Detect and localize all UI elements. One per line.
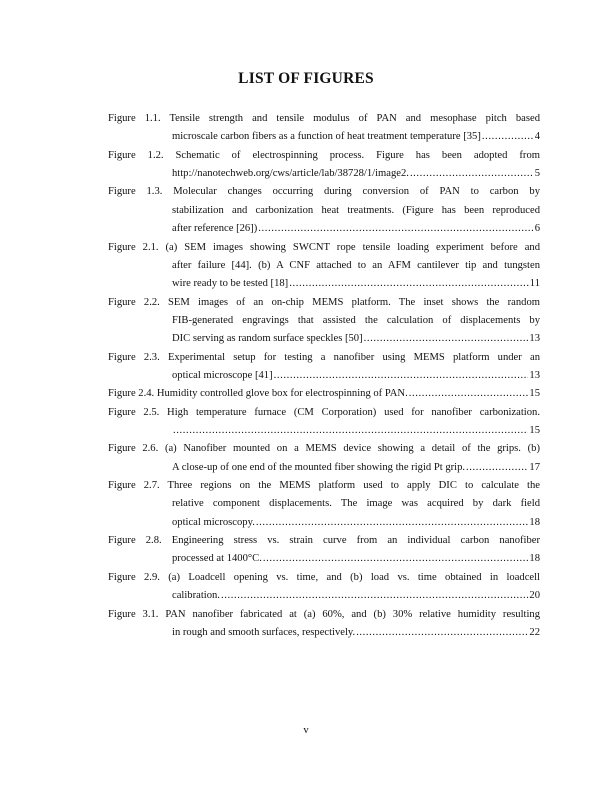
figure-caption-text: optical microscopy. [172, 516, 255, 528]
figure-caption-leader-line [172, 626, 540, 640]
figure-caption-line: Figure 1.2. Schematic of electrospinning process. Figure has been adopted from [108, 149, 540, 161]
figure-page-number: 15 [529, 425, 540, 436]
figure-page-number: 18 [529, 553, 540, 565]
page-title: LIST OF FIGURES [238, 70, 374, 87]
figure-caption-text: http://nanotechweb.org/cws/article/lab/38728/1/image2. [172, 168, 409, 180]
figure-caption-line: Figure 2.9. (a) Loadcell opening vs. time, and (b) load vs. time obtained in loadcell [108, 571, 540, 583]
dot-leader [256, 516, 529, 530]
figure-caption-text: processed at 1400°C. [172, 553, 262, 565]
figure-page-number: 17 [529, 461, 540, 473]
dot-leader [263, 552, 529, 566]
figure-caption-line: FIB-generated engravings that assisted the calculation of displacements by [172, 314, 540, 326]
figure-caption-leader-line [172, 369, 540, 383]
figure-caption-text: Figure 2.4. Humidity controlled glove box for electrospinning of PAN. [108, 388, 408, 400]
figure-caption-text: calibration. [172, 590, 220, 602]
figure-page-number: 15 [529, 388, 540, 400]
figure-caption-line: Figure 2.7. Three regions on the MEMS platform used to apply DIC to calculate the [108, 480, 540, 491]
figure-caption-text: optical microscope [41] [172, 369, 273, 381]
page-number: v [303, 725, 309, 736]
dot-leader [409, 387, 529, 401]
figure-caption-text: wire ready to be tested [18] [172, 278, 289, 290]
figure-caption-line: Figure 3.1. PAN nanofiber fabricated at (a) 60%, and (b) 30% relative humidity resulting [108, 608, 540, 620]
figure-caption-line: Figure 2.2. SEM images of an on-chip MEMS platform. The inset shows the random [108, 296, 540, 308]
figure-caption-text: microscale carbon fibers as a function of heat treatment temperature [35] [172, 131, 481, 143]
figure-page-number: 4 [534, 131, 540, 143]
figure-caption-line: Figure 2.6. (a) Nanofiber mounted on a MEMS device showing a detail of the grips. (b) [108, 443, 540, 455]
dot-leader [466, 461, 528, 475]
figure-page-number: 5 [534, 168, 540, 180]
figure-caption-line: stabilization and carbonization heat treatments. (Figure has been reproduced [172, 204, 540, 216]
figure-caption-text: after reference [26]) [172, 223, 258, 235]
figure-caption-leader-line [108, 387, 540, 401]
figure-caption-leader-line [172, 589, 540, 603]
figure-page-number: 11 [529, 278, 540, 290]
figure-caption-line: Figure 1.3. Molecular changes occurring during conversion of PAN to carbon by [108, 186, 540, 198]
figure-caption-leader-line [172, 130, 540, 144]
figure-caption-leader-line [172, 332, 540, 346]
figure-caption-leader-line [172, 222, 540, 236]
figure-caption-leader-line [172, 277, 540, 291]
figure-caption-leader-line [172, 461, 540, 475]
dot-leader [274, 369, 529, 383]
figure-page-number: 13 [529, 369, 540, 381]
figure-caption-text: in rough and smooth surfaces, respectively. [172, 626, 356, 638]
figure-page-number: 6 [534, 223, 540, 235]
figure-caption-line: relative component displacements. The image was acquired by dark field [172, 498, 540, 510]
dot-leader [221, 589, 528, 603]
figure-caption-leader-line [172, 552, 540, 566]
figure-caption-text: DIC serving as random surface speckles [50] [172, 333, 363, 345]
dot-leader [364, 332, 529, 346]
figure-page-number: 20 [529, 590, 540, 602]
dot-leader [482, 130, 534, 144]
figure-caption-line: Figure 2.1. (a) SEM images showing SWCNT rope tensile loading experiment before and [108, 241, 540, 253]
figure-caption-line: after failure [44]. (b) A CNF attached to an AFM cantilever tip and tungsten [172, 259, 540, 271]
figure-caption-text: A close-up of one end of the mounted fiber showing the rigid Pt grip. [172, 461, 466, 473]
figure-caption-line: Figure 1.1. Tensile strength and tensile modulus of PAN and mesophase pitch based [108, 113, 540, 124]
figure-page-number: 18 [529, 516, 540, 528]
dot-leader [356, 626, 528, 640]
figure-caption-line: Figure 2.8. Engineering stress vs. strain curve from an individual carbon nanofiber [108, 535, 540, 546]
figure-page-number: 22 [529, 626, 540, 638]
dot-leader [410, 167, 534, 181]
dot-leader [289, 277, 529, 291]
dot-leader [258, 222, 533, 236]
figure-caption-leader-line [172, 516, 540, 530]
figure-caption-leader-line [172, 424, 540, 438]
figure-caption-line: Figure 2.5. High temperature furnace (CM Corporation) used for nanofiber carbonization. [108, 406, 540, 418]
figure-caption-leader-line [172, 167, 540, 181]
figure-caption-line: Figure 2.3. Experimental setup for testing a nanofiber using MEMS platform under an [108, 351, 540, 363]
dot-leader [173, 424, 528, 438]
figure-page-number: 13 [529, 333, 540, 345]
